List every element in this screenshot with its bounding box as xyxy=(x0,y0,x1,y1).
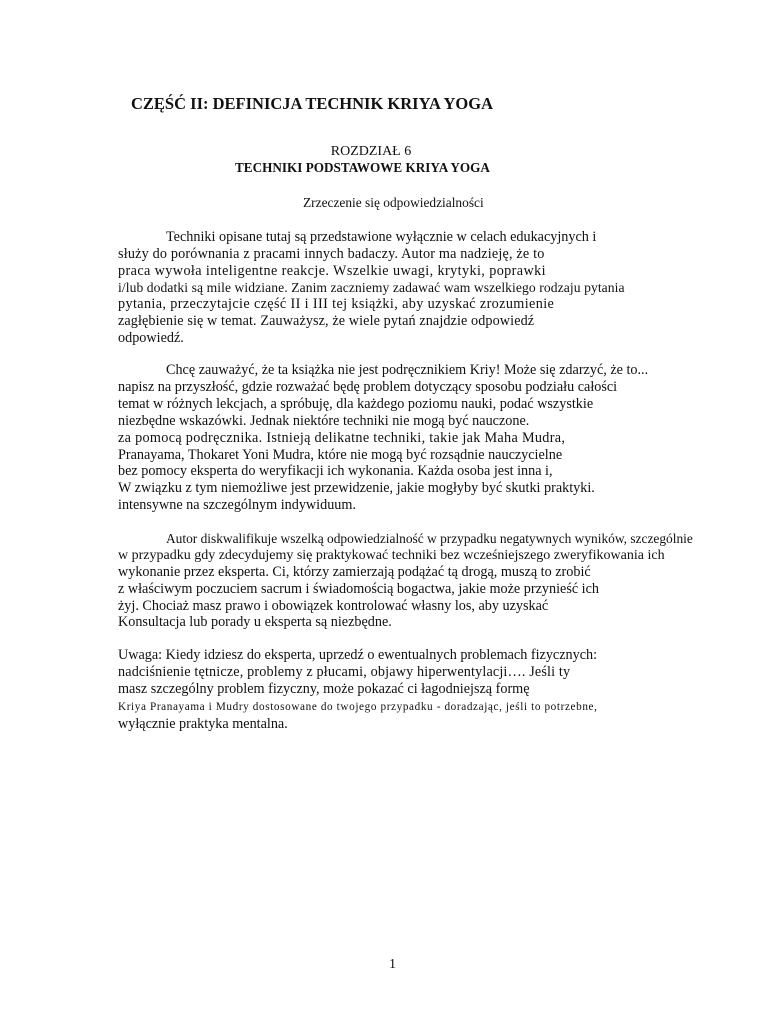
part-title: CZĘŚĆ II: DEFINICJA TECHNIK KRIYA YOGA xyxy=(131,94,494,113)
chapter-number: ROZDZIAŁ 6 xyxy=(330,144,412,159)
paragraph-1-line-1: Techniki opisane tutaj są przedstawione wyłącznie w celach edukacyjnych i xyxy=(166,229,597,245)
paragraph-2-line-7: bez pomocy eksperta do weryfikacji ich wykonania. Każda osoba jest inna i, xyxy=(118,463,553,479)
paragraph-1-line-2: służy do porównania z pracami innych badaczy. Autor ma nadzieję, że to xyxy=(118,246,545,262)
paragraph-3-line-2: w przypadku gdy zdecydujemy się praktykować techniki bez wcześniejszego zweryfikowania ich xyxy=(118,548,665,563)
paragraph-2-line-9: intensywne na szczególnym indywiduum. xyxy=(118,497,356,513)
paragraph-1-line-3: praca wywoła inteligentne reakcje. Wszelkie uwagi, krytyki, poprawki xyxy=(118,263,546,279)
paragraph-3-line-4: z właściwym poczuciem sacrum i świadomością bogactwa, jakie może przynieść ich xyxy=(118,581,600,597)
paragraph-4-line-1: Uwaga: Kiedy idziesz do eksperta, uprzedź o ewentualnych problemach fizycznych: xyxy=(118,647,598,663)
paragraph-2-line-5: za pomocą podręcznika. Istnieją delikatne techniki, takie jak Maha Mudra, xyxy=(118,430,566,446)
paragraph-1-line-4: i/lub dodatki są mile widziane. Zanim zaczniemy zadawać wam wszelkiego rodzaju pytania xyxy=(118,280,625,295)
paragraph-4-line-3: masz szczególny problem fizyczny, może pokazać ci łagodniejszą formę xyxy=(118,681,530,697)
disclaimer-subtitle: Zrzeczenie się odpowiedzialności xyxy=(303,195,484,210)
paragraph-2-line-2: napisz na przyszłość, gdzie rozważać będę problem dotyczący sposobu podziału całości xyxy=(118,379,618,395)
paragraph-1-line-5: pytania, przeczytajcie część II i III tej książki, aby uzyskać zrozumienie xyxy=(118,296,555,312)
paragraph-4-line-5: wyłącznie praktyka mentalna. xyxy=(118,716,288,732)
paragraph-2-line-8: W związku z tym niemożliwe jest przewidzenie, jakie mogłyby być skutki praktyki. xyxy=(118,480,595,496)
paragraph-4-line-4: Kriya Pranayama i Mudry dostosowane do twojego przypadku - doradzając, jeśli to potrzebne, xyxy=(118,701,598,713)
paragraph-1-line-7: odpowiedź. xyxy=(118,330,184,346)
paragraph-2-line-4: niezbędne wskazówki. Jednak niektóre techniki nie mogą być nauczone. xyxy=(118,413,530,429)
paragraph-2-line-1: Chcę zauważyć, że ta książka nie jest podręcznikiem Kriy! Może się zdarzyć, że to... xyxy=(166,362,649,378)
paragraph-3-line-6: Konsultacja lub porady u eksperta są niezbędne. xyxy=(118,614,392,630)
paragraph-1-line-6: zagłębienie się w temat. Zauważysz, że wiele pytań znajdzie odpowiedź xyxy=(118,313,535,329)
paragraph-3-line-5: żyj. Chociaż masz prawo i obowiązek kontrolować własny los, aby uzyskać xyxy=(118,598,549,614)
chapter-title: TECHNIKI PODSTAWOWE KRIYA YOGA xyxy=(235,160,490,175)
page-number: 1 xyxy=(389,957,396,972)
paragraph-4-line-2: nadciśnienie tętnicze, problemy z płucami, objawy hiperwentylacji…. Jeśli ty xyxy=(118,664,571,680)
paragraph-3-line-1: Autor diskwalifikuje wszelką odpowiedzialność w przypadku negatywnych wyników, szczególnie xyxy=(166,531,693,546)
paragraph-3-line-3: wykonanie przez eksperta. Ci, którzy zamierzają podążać tą drogą, muszą to zrobić xyxy=(118,564,591,580)
paragraph-2-line-3: temat w różnych lekcjach, a spróbuję, dla każdego poziomu nauki, podać wszystkie xyxy=(118,396,594,412)
paragraph-2-line-6: Pranayama, Thokaret Yoni Mudra, które nie mogą być rozsądnie nauczycielne xyxy=(118,447,563,463)
